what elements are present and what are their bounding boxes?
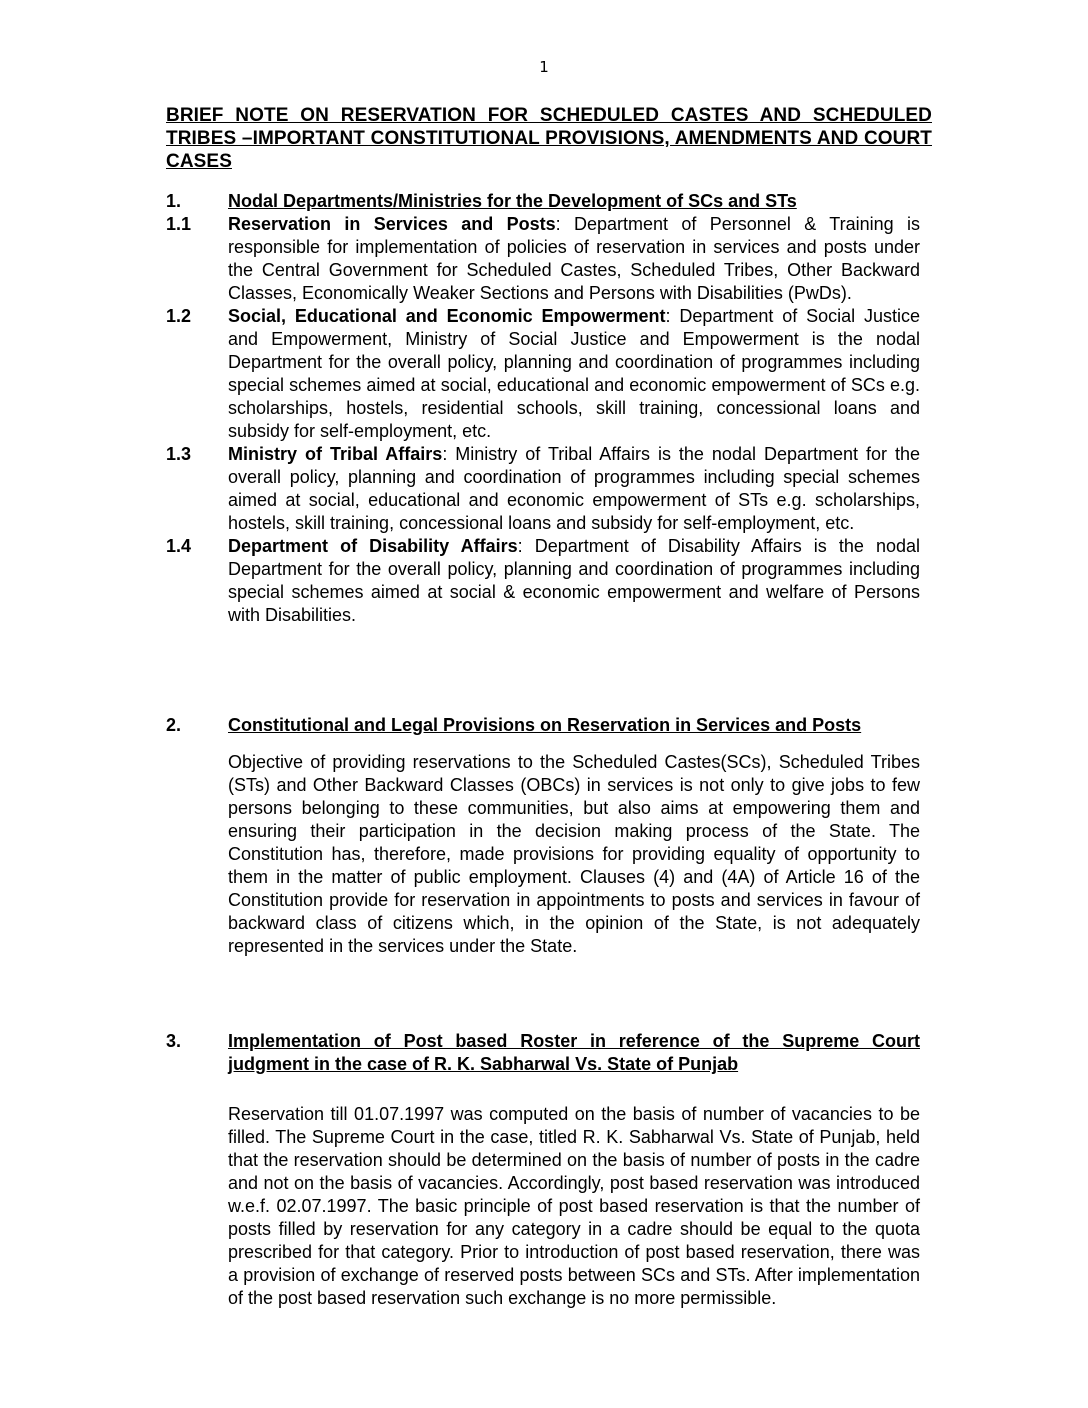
subsection-text: : Department of Disability Affairs is the nodal Department for the overall policy, planning and coordination of programmes including special schemes aimed at social & economic empowerment and welfare of Persons with Disabilities. bbox=[228, 536, 920, 625]
section-title: Nodal Departments/Ministries for the Development of SCs and STs bbox=[228, 191, 797, 211]
subsection-text: : Department of Personnel & Training is responsible for implementation of policies of reservation in services and posts under the Central Government for Scheduled Castes, Scheduled Tribes, Other Backward Classes, Economically Weaker Sections and Persons with Disabilities (PwDs). bbox=[228, 214, 920, 303]
subsection-lead: Ministry of Tribal Affairs bbox=[228, 444, 443, 464]
section-paragraph: Objective of providing reservations to the Scheduled Castes(SCs), Scheduled Tribes (STs) and Other Backward Classes (OBCs) in services is not only to give jobs to few persons belonging to these communities, but also aims at empowering them and ensuring their participation in the decision making process of the State. The Constitution has, therefore, made provisions for providing equality of opportunity to them in the matter of public employment. Clauses (4) and (4A) of Article 16 of the Constitution provide for reservation in appointments to posts and services in favour of backward class of citizens which, in the opinion of the State, is not adequately represented in the services under the State. bbox=[228, 752, 920, 956]
section-1 bbox=[166, 190, 920, 627]
subsection-lead: Social, Educational and Economic Empowerment bbox=[228, 306, 666, 326]
section-title: Implementation of Post based Roster in reference of the Supreme Court judgment in the case of R. K. Sabharwal Vs. State of Punjab bbox=[228, 1031, 920, 1074]
subsection-number: 1.4 bbox=[166, 536, 192, 556]
section-heading bbox=[166, 714, 920, 737]
section-title: Constitutional and Legal Provisions on Reservation in Services and Posts bbox=[228, 715, 862, 735]
subsection-text: : Ministry of Tribal Affairs is the nodal Department for the overall policy, planning and coordination of programmes including special schemes aimed at social, educational and economic empowerment of STs e.g. scholarships, hostels, skill training, concessional loans and subsidy for self-employment, etc. bbox=[228, 444, 920, 533]
subsection-number: 1.3 bbox=[166, 444, 192, 464]
subsection-1-4 bbox=[166, 535, 920, 627]
subsection-number: 1.2 bbox=[166, 306, 192, 326]
section-2 bbox=[166, 714, 920, 958]
section-number: 3. bbox=[166, 1031, 182, 1051]
subsection-text: : Department of Social Justice and Empowerment, Ministry of Social Justice and Empowerment is the nodal Department for the overall policy, planning and coordination of programmes including special schemes aimed at social, educational and economic empowerment of SCs e.g. scholarships, hostels, residential schools, skill training, concessional loans and subsidy for self-employment, etc. bbox=[228, 306, 920, 441]
document-title: BRIEF NOTE ON RESERVATION FOR SCHEDULED CASTES AND SCHEDULED TRIBES –IMPORTANT CONSTITUTIONAL PROVISIONS, AMENDMENTS AND COURT CASES bbox=[166, 105, 932, 172]
section-number: 2. bbox=[166, 715, 182, 735]
page-number: 1 bbox=[539, 58, 549, 76]
subsection-lead: Reservation in Services and Posts bbox=[228, 214, 556, 234]
section-number: 1. bbox=[166, 191, 182, 211]
section-heading bbox=[166, 1030, 920, 1076]
section-heading bbox=[166, 190, 920, 213]
subsection-1-1 bbox=[166, 213, 920, 305]
subsection-1-2 bbox=[166, 305, 920, 443]
subsection-lead: Department of Disability Affairs bbox=[228, 536, 518, 556]
subsection-1-3 bbox=[166, 443, 920, 535]
section-paragraph: Reservation till 01.07.1997 was computed on the basis of number of vacancies to be filled. The Supreme Court in the case, titled R. K. Sabharwal Vs. State of Punjab, held that the reservation should be determined on the basis of number of posts in the cadre and not on the basis of vacancies. Accordingly, post based reservation was introduced w.e.f. 02.07.1997. The basic principle of post based reservation is that the number of posts filled by reservation for any category in a cadre should be equal to the quota prescribed for that category. Prior to introduction of post based reservation, there was a provision of exchange of reserved posts between SCs and STs. After implementation of the post based reservation such exchange is no more permissible. bbox=[228, 1104, 920, 1308]
section-3 bbox=[166, 1030, 920, 1310]
subsection-number: 1.1 bbox=[166, 214, 192, 234]
